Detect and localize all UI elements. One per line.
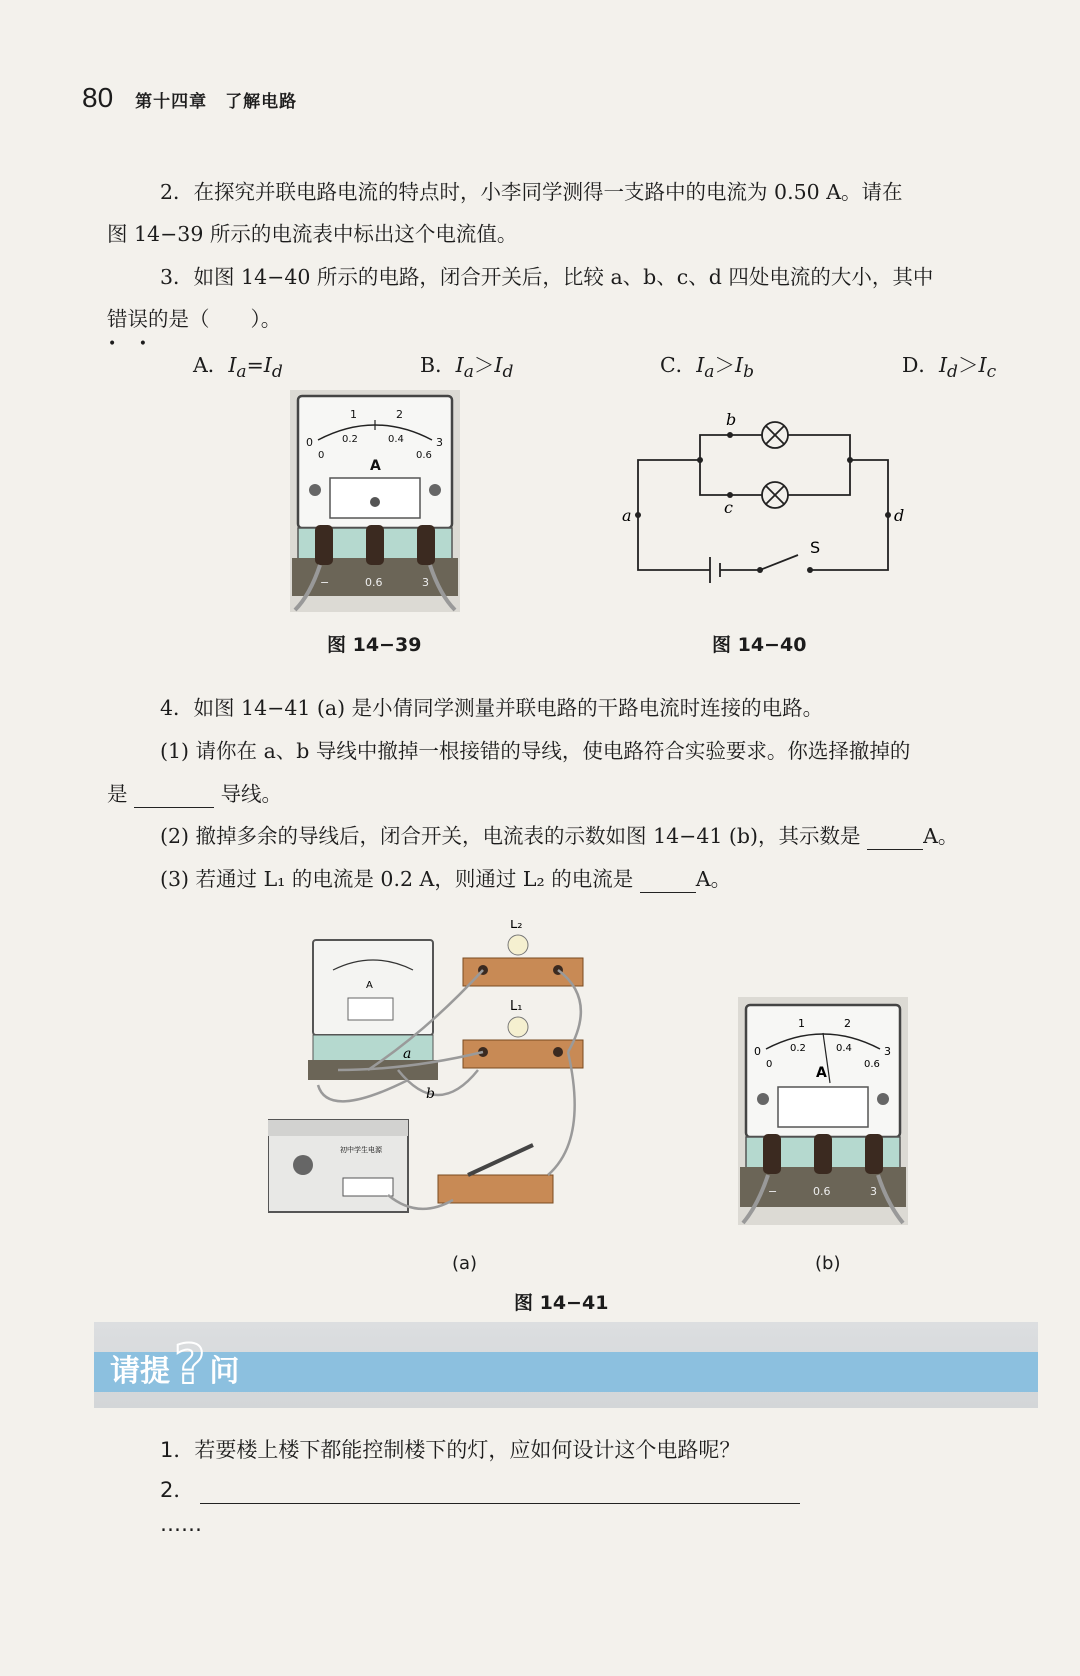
switch-label: S [810, 538, 821, 557]
option-c: C．$I_a>I_b$ [660, 353, 755, 383]
circuit-photo-41a [268, 920, 638, 1240]
option-b: B．$I_a>I_d$ [420, 353, 514, 383]
scale-bottom-0: 0 [318, 450, 325, 461]
subcaption-a: (a) [452, 1253, 478, 1274]
q4-part3: (3) 若通过 L₁ 的电流是 0.2 A，则通过 L₂ 的电流是 A。 [160, 867, 732, 891]
meter-terminal-neg: − [768, 1185, 778, 1198]
ammeter-figure-41b [738, 997, 908, 1225]
meter-bottom-04: 0.4 [836, 1043, 852, 1054]
terminal-06: 0.6 [365, 576, 383, 589]
meter-bottom-02: 0.2 [790, 1043, 806, 1054]
terminal-neg: − [320, 576, 330, 589]
ask-item-1: 1．若要楼上楼下都能控制楼下的灯，应如何设计这个电路呢？ [160, 1438, 741, 1462]
point-b: b [726, 410, 737, 429]
scale-bottom-02: 0.2 [342, 434, 358, 445]
ask-item-3: …… [160, 1512, 202, 1536]
circuit-diagram-40 [620, 405, 920, 595]
page-number: 80 [82, 82, 114, 113]
answer-blank-1 [134, 787, 214, 808]
option-a: A．$I_a=I_d$ [193, 353, 283, 383]
q4-part1-line1: (1) 请你在 a、b 导线中撤掉一根接错的导线，使电路符合实验要求。你选择撤掉的 [160, 739, 911, 763]
q2-line2: 图 14−39 所示的电流表中标出这个电流值。 [107, 222, 518, 246]
meter-terminal-3: 3 [870, 1185, 877, 1198]
chapter-title: 第十四章 了解电路 [135, 92, 298, 112]
terminal-3: 3 [422, 576, 429, 589]
q3-line1: 3．如图 14−40 所示的电路，闭合开关后，比较 a、b、c、d 四处电流的大小，其中 [160, 265, 934, 289]
meter-terminal-06: 0.6 [813, 1185, 831, 1198]
caption-14-41: 图 14−41 [514, 1292, 609, 1314]
emphasis-dots: • • [108, 336, 156, 352]
option-formula: $I_d>I_c$ [938, 353, 997, 383]
lamp-l2-label: L₂ [510, 920, 523, 932]
scale-top-2: 2 [396, 408, 403, 421]
q3-line2: 错误的是（ ）。 [107, 307, 282, 331]
page-header [82, 82, 297, 114]
scale-bottom-04: 0.4 [388, 434, 404, 445]
unit-label: A [370, 458, 381, 474]
caption-14-39: 图 14−39 [327, 634, 422, 656]
subcaption-b: (b) [815, 1253, 841, 1274]
wire-b-label: b [426, 1086, 435, 1102]
option-formula: $I_a=I_d$ [228, 353, 283, 383]
ask-blank [200, 1483, 800, 1504]
point-c: c [724, 498, 733, 517]
meter-bottom-06: 0.6 [864, 1059, 880, 1070]
meter-b-unit: A [816, 1065, 827, 1081]
lamp-l1-label: L₁ [510, 999, 523, 1014]
meter-bottom-0: 0 [766, 1059, 773, 1070]
meter-top-3: 3 [884, 1045, 891, 1058]
scale-top-1: 1 [350, 408, 357, 421]
answer-blank-2 [867, 829, 923, 850]
option-formula: $I_a>I_b$ [696, 353, 755, 383]
option-d: D．$I_d>I_c$ [902, 353, 997, 383]
point-d: d [894, 506, 905, 525]
meter-top-2: 2 [844, 1017, 851, 1030]
caption-14-40: 图 14−40 [712, 634, 807, 656]
q2-line1: 2．在探究并联电路电流的特点时，小李同学测得一支路中的电流为 0.50 A。请在 [160, 180, 903, 204]
meter-top-0: 0 [754, 1045, 761, 1058]
ammeter-figure-39 [290, 390, 460, 612]
point-a: a [622, 506, 632, 525]
option-formula: $I_a>I_d$ [455, 353, 514, 383]
q4-part1-line2: 是 导线。 [107, 782, 283, 806]
ask-question-banner [94, 1322, 1038, 1408]
power-supply-label: 初中学生电源 [340, 1146, 382, 1154]
banner-title: 请提 ? 问 [110, 1333, 240, 1396]
q4-part2: (2) 撤掉多余的导线后，闭合开关，电流表的示数如图 14−41 (b)，其示数是 A。 [160, 824, 959, 848]
meter-a-unit: A [366, 980, 373, 991]
question-mark-icon: ? [174, 1333, 206, 1396]
scale-bottom-06: 0.6 [416, 450, 432, 461]
q4-line1: 4．如图 14−41 (a) 是小倩同学测量并联电路的干路电流时连接的电路。 [160, 696, 824, 720]
answer-blank-3 [640, 872, 696, 893]
scale-top-3: 3 [436, 436, 443, 449]
scale-top-0: 0 [306, 436, 313, 449]
ask-item-2: 2． [160, 1474, 800, 1504]
wire-a-label: a [403, 1046, 412, 1062]
meter-top-1: 1 [798, 1017, 805, 1030]
